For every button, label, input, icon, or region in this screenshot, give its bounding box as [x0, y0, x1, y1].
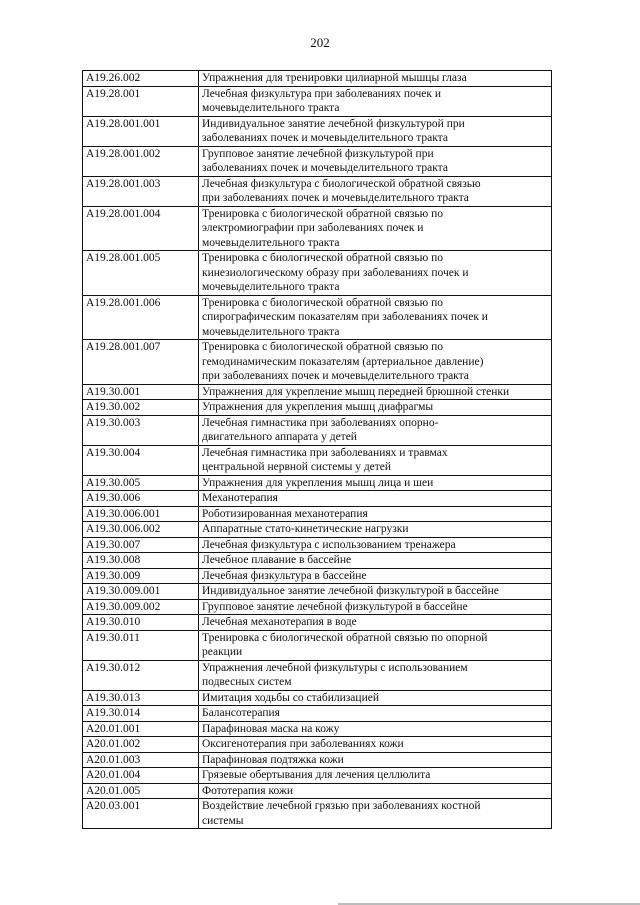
- service-code-cell: A19.30.011: [83, 630, 199, 660]
- table-row: [83, 384, 552, 400]
- service-code-cell: A19.30.010: [83, 615, 199, 631]
- table-row: [83, 445, 552, 475]
- service-name-cell: Упражнения для тренировки цилиарной мышцы глаза: [199, 71, 552, 87]
- service-code-cell: A19.28.001.002: [83, 146, 199, 176]
- table-row: [83, 706, 552, 722]
- service-name-cell: Упражнения для укрепление мышц передней брюшной стенки: [199, 384, 552, 400]
- table-row: [83, 799, 552, 829]
- service-name-cell: Лечебная механотерапия в воде: [199, 615, 552, 631]
- service-name-cell: Парафиновая подтяжка кожи: [199, 752, 552, 768]
- service-name-cell: Тренировка с биологической обратной связью по опорной реакции: [199, 630, 552, 660]
- service-name-cell: Имитация ходьбы со стабилизацией: [199, 690, 552, 706]
- service-name-cell: Воздействие лечебной грязью при заболеваниях костной системы: [199, 799, 552, 829]
- service-name-cell: Лечебная гимнастика при заболеваниях и травмах центральной нервной системы у детей: [199, 445, 552, 475]
- service-code-cell: A19.28.001.001: [83, 116, 199, 146]
- service-name-cell: Лечебная физкультура с биологической обратной связью при заболеваниях почек и мочевыделительного тракта: [199, 176, 552, 206]
- service-name-cell: Балансотерапия: [199, 706, 552, 722]
- table-row: [83, 206, 552, 251]
- services-table-body: [83, 71, 552, 829]
- service-name-cell: Оксигенотерапия при заболеваниях кожи: [199, 737, 552, 753]
- service-code-cell: A20.01.004: [83, 768, 199, 784]
- service-name-cell: Лечебная физкультура при заболеваниях почек и мочевыделительного тракта: [199, 86, 552, 116]
- table-row: [83, 146, 552, 176]
- service-code-cell: A20.01.002: [83, 737, 199, 753]
- table-row: [83, 537, 552, 553]
- table-row: [83, 599, 552, 615]
- service-name-cell: Лечебное плавание в бассейне: [199, 553, 552, 569]
- service-code-cell: A20.01.005: [83, 783, 199, 799]
- table-row: [83, 522, 552, 538]
- service-name-cell: Тренировка с биологической обратной связью по кинезиологическому образу при заболеваниях почек и мочевыделительного тракта: [199, 251, 552, 296]
- service-name-cell: Механотерапия: [199, 491, 552, 507]
- service-name-cell: Упражнения для укрепления мышц лица и шеи: [199, 475, 552, 491]
- service-code-cell: A19.30.014: [83, 706, 199, 722]
- table-row: [83, 690, 552, 706]
- service-name-cell: Лечебная гимнастика при заболеваниях опорно- двигательного аппарата у детей: [199, 415, 552, 445]
- table-row: [83, 783, 552, 799]
- service-name-cell: Лечебная физкультура с использованием тренажера: [199, 537, 552, 553]
- service-code-cell: A19.28.001.005: [83, 251, 199, 296]
- service-code-cell: A19.30.006: [83, 491, 199, 507]
- table-row: [83, 176, 552, 206]
- service-name-cell: Лечебная физкультура в бассейне: [199, 568, 552, 584]
- service-name-cell: Тренировка с биологической обратной связью по спирографическим показателям при заболеваниях почек и мочевыделительного тракта: [199, 295, 552, 340]
- table-row: [83, 491, 552, 507]
- service-code-cell: A19.28.001.006: [83, 295, 199, 340]
- service-code-cell: A19.30.003: [83, 415, 199, 445]
- table-row: [83, 116, 552, 146]
- service-name-cell: Индивидуальное занятие лечебной физкультурой в бассейне: [199, 584, 552, 600]
- service-code-cell: A20.03.001: [83, 799, 199, 829]
- service-code-cell: A20.01.001: [83, 721, 199, 737]
- service-code-cell: A19.30.012: [83, 660, 199, 690]
- service-name-cell: Упражнения лечебной физкультуры с использованием подвесных систем: [199, 660, 552, 690]
- service-code-cell: A19.30.009.001: [83, 584, 199, 600]
- service-name-cell: Грязевые обертывания для лечения целлюлита: [199, 768, 552, 784]
- service-code-cell: A19.30.005: [83, 475, 199, 491]
- service-code-cell: A19.30.009: [83, 568, 199, 584]
- table-row: [83, 400, 552, 416]
- service-name-cell: Фототерапия кожи: [199, 783, 552, 799]
- service-code-cell: A19.30.002: [83, 400, 199, 416]
- table-row: [83, 553, 552, 569]
- service-name-cell: Роботизированная механотерапия: [199, 506, 552, 522]
- service-code-cell: A19.30.006.001: [83, 506, 199, 522]
- service-name-cell: Аппаратные стато-кинетические нагрузки: [199, 522, 552, 538]
- table-row: [83, 630, 552, 660]
- page-number: 202: [310, 35, 330, 50]
- table-row: [83, 295, 552, 340]
- service-name-cell: Индивидуальное занятие лечебной физкультурой при заболеваниях почек и мочевыделительного тракта: [199, 116, 552, 146]
- table-row: [83, 721, 552, 737]
- service-name-cell: Упражнения для укрепления мышц диафрагмы: [199, 400, 552, 416]
- service-name-cell: Групповое занятие лечебной физкультурой в бассейне: [199, 599, 552, 615]
- table-row: [83, 568, 552, 584]
- table-row: [83, 660, 552, 690]
- service-code-cell: A19.28.001.003: [83, 176, 199, 206]
- service-name-cell: Тренировка с биологической обратной связью по гемодинамическим показателям (артериальное давление) при заболеваниях почек и мочевыделительного тракта: [199, 340, 552, 385]
- table-row: [83, 251, 552, 296]
- service-code-cell: A19.30.004: [83, 445, 199, 475]
- table-row: [83, 584, 552, 600]
- table-row: [83, 506, 552, 522]
- service-code-cell: A20.01.003: [83, 752, 199, 768]
- service-code-cell: A19.26.002: [83, 71, 199, 87]
- service-code-cell: A19.28.001: [83, 86, 199, 116]
- service-code-cell: A19.30.007: [83, 537, 199, 553]
- table-row: [83, 615, 552, 631]
- service-name-cell: Групповое занятие лечебной физкультурой при заболеваниях почек и мочевыделительного тракта: [199, 146, 552, 176]
- service-code-cell: A19.28.001.007: [83, 340, 199, 385]
- table-row: [83, 71, 552, 87]
- service-code-cell: A19.30.006.002: [83, 522, 199, 538]
- table-row: [83, 752, 552, 768]
- table-row: [83, 475, 552, 491]
- table-row: [83, 86, 552, 116]
- service-code-cell: A19.28.001.004: [83, 206, 199, 251]
- table-row: [83, 340, 552, 385]
- services-table: [82, 70, 552, 829]
- table-row: [83, 415, 552, 445]
- service-name-cell: Тренировка с биологической обратной связью по электромиографии при заболеваниях почек и мочевыделительного тракта: [199, 206, 552, 251]
- service-code-cell: A19.30.001: [83, 384, 199, 400]
- table-row: [83, 737, 552, 753]
- service-code-cell: A19.30.008: [83, 553, 199, 569]
- service-name-cell: Парафиновая маска на кожу: [199, 721, 552, 737]
- service-code-cell: A19.30.009.002: [83, 599, 199, 615]
- service-code-cell: A19.30.013: [83, 690, 199, 706]
- table-row: [83, 768, 552, 784]
